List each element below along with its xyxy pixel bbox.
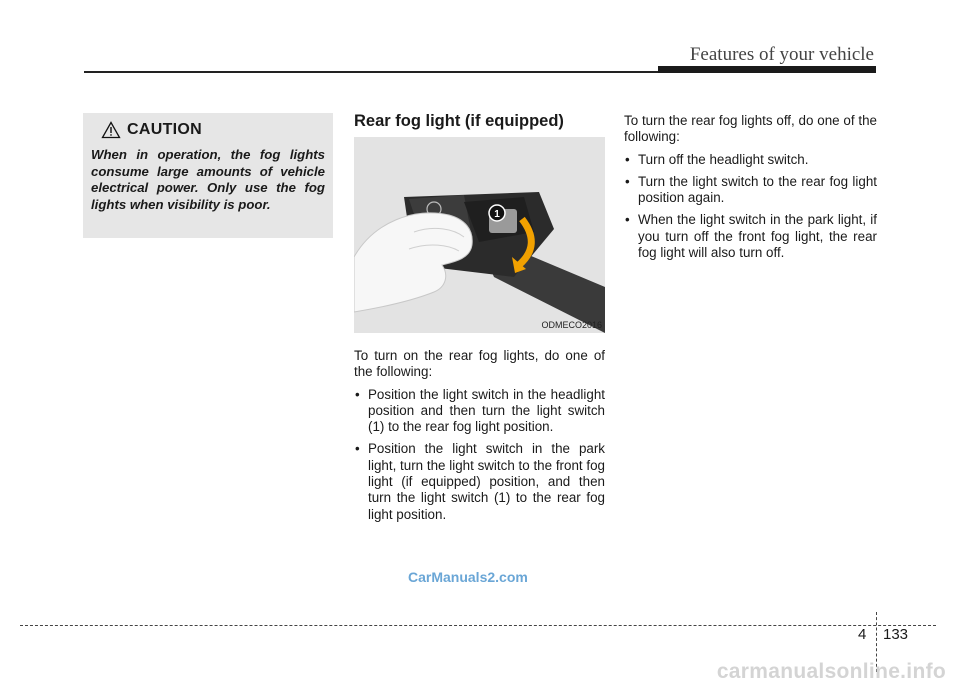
figure-callout: 1 bbox=[494, 209, 500, 220]
caution-heading bbox=[101, 121, 325, 139]
intro-on-text: To turn on the rear fog lights, do one of the following: bbox=[354, 348, 605, 380]
list-item: • When the light switch in the park light, if you turn off the front fog light, the rear fog light will also turn off. bbox=[624, 212, 877, 261]
turn-on-instructions bbox=[354, 348, 605, 529]
turn-off-list bbox=[624, 152, 877, 262]
turn-on-list bbox=[354, 387, 605, 523]
light-switch-illustration bbox=[354, 137, 605, 333]
section-heading-container bbox=[354, 110, 605, 131]
list-item: • Position the light switch in the headlight position and then turn the light switch (1) to the rear fog light position. bbox=[354, 387, 605, 436]
list-item: • Position the light switch in the park light, turn the light switch to the front fog light (if equipped) position, and then turn the light switch (1) to the rear fog light position. bbox=[354, 441, 605, 522]
header-rule-accent bbox=[658, 66, 876, 73]
turn-off-instructions bbox=[624, 113, 877, 267]
caution-title: CAUTION bbox=[127, 121, 202, 138]
warning-triangle-icon bbox=[101, 121, 121, 139]
light-switch-figure bbox=[354, 137, 605, 333]
caution-box bbox=[83, 113, 333, 238]
list-item: • Turn the light switch to the rear fog light position again. bbox=[624, 174, 877, 207]
watermark-link[interactable]: CarManuals2.com bbox=[408, 569, 528, 585]
list-item: • Turn off the headlight switch. bbox=[624, 152, 877, 168]
header-title: Features of your vehicle bbox=[689, 44, 874, 65]
intro-off-text: To turn the rear fog lights off, do one of the following: bbox=[624, 113, 877, 145]
caution-text: When in operation, the fog lights consume large amounts of vehicle electrical power. Only use the fog lights when visibility is poor. bbox=[91, 147, 325, 212]
section-title: Rear fog light (if equipped) bbox=[354, 112, 564, 130]
chapter-number: 4 bbox=[858, 626, 867, 643]
figure-caption: ODMECO2016 bbox=[541, 320, 602, 330]
site-watermark: carmanualsonline.info bbox=[716, 660, 946, 683]
page-number: 133 bbox=[883, 626, 909, 643]
footer-dashed-rule bbox=[20, 625, 936, 626]
